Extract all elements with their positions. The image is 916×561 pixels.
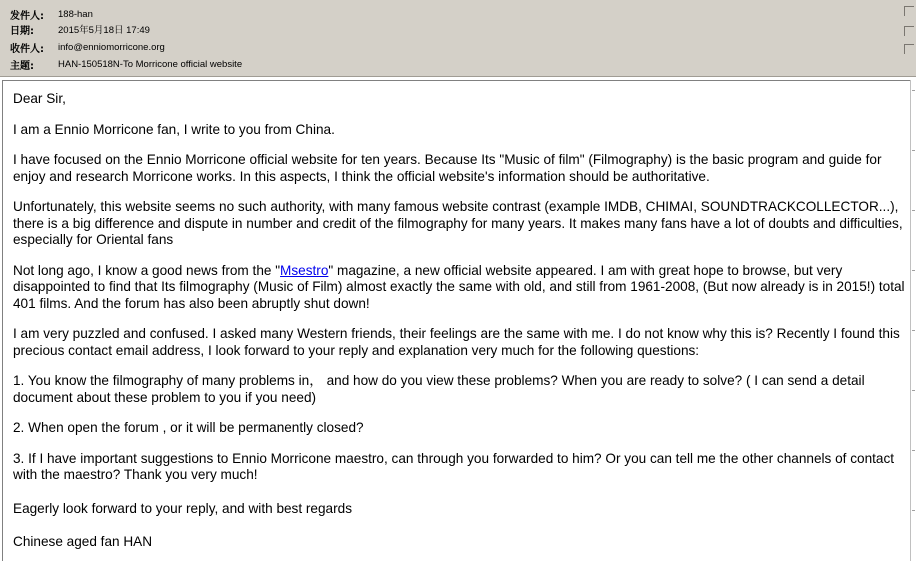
to-row	[10, 40, 165, 54]
msestro-link[interactable]: Msestro	[280, 262, 329, 278]
news-text-before: Not long ago, I know a good news from the "	[13, 262, 281, 278]
date-label: 日期:	[10, 25, 34, 37]
subject-label: 主题:	[10, 60, 34, 72]
paragraph-authority: Unfortunately, this website seems no such authority, with many famous website contrast (example IMDB, CHIMAI, SOUNDTRACKCOLLECTOR...), there is a big difference and dispute in number and credit of the filmography for many years. It makes many fans have a lot of doubts and difficulties, especially for Oriental fans	[13, 199, 903, 247]
news-text-after: " magazine, a new official website appeared. I am with great hope to browse, but very disappointed to find that Its filmography (Music of Film) almost exactly the same with old, and still from 1961-2008, (But now already is in 2015!) total 401 films. And the forum has also been abruptly shut down!	[13, 262, 905, 311]
header-edge-button[interactable]	[904, 6, 914, 16]
paragraph-focus: I have focused on the Ennio Morricone official website for ten years. Because Its "Music of film" (Filmography) is the basic program and guide for enjoy and research Morricone works. In this aspects, I think the official website's information should be authoritative.	[13, 152, 882, 184]
question-1: 1. You know the filmography of many problems in， and how do you view these problems? When you are ready to solve? ( I can send a detail document about these problem to you if you need)	[13, 373, 865, 405]
question-3: 3. If I have important suggestions to Ennio Morricone maestro, can through you forwarded to him? Or you can tell me the other channels of contact with the maestro? Thank you very much!	[13, 450, 895, 482]
message-body[interactable]	[2, 80, 911, 561]
date-value: 2015年5月18日 17:49	[58, 25, 150, 36]
from-label: 发件人:	[10, 10, 44, 22]
paragraph-news	[13, 263, 911, 313]
greeting: Dear Sir,	[13, 91, 66, 106]
subject-row	[10, 57, 242, 71]
scrollbar[interactable]	[910, 80, 916, 561]
to-value[interactable]: info@enniomorricone.org	[58, 41, 165, 53]
paragraph-intro: I am a Ennio Morricone fan, I write to you from China.	[13, 121, 335, 137]
closing: Eagerly look forward to your reply, and with best regards	[13, 500, 353, 516]
date-row	[10, 22, 150, 36]
subject-value: HAN-150518N-To Morricone official website	[58, 58, 243, 70]
header-edge-button[interactable]	[904, 44, 914, 54]
from-value[interactable]: 188-han	[58, 8, 93, 20]
signature: Chinese aged fan HAN	[13, 534, 153, 549]
email-header	[0, 0, 916, 77]
from-row	[10, 7, 93, 21]
question-2: 2. When open the forum , or it will be permanently closed?	[13, 420, 364, 435]
to-label: 收件人:	[10, 43, 44, 55]
paragraph-puzzled: I am very puzzled and confused. I asked many Western friends, their feelings are the same with me. I do not know why this is? Recently I found this precious contact email address, I look forward to your reply and explanation very much for the following questions:	[13, 326, 900, 358]
message-text	[13, 91, 911, 561]
header-edge-button[interactable]	[904, 26, 914, 36]
